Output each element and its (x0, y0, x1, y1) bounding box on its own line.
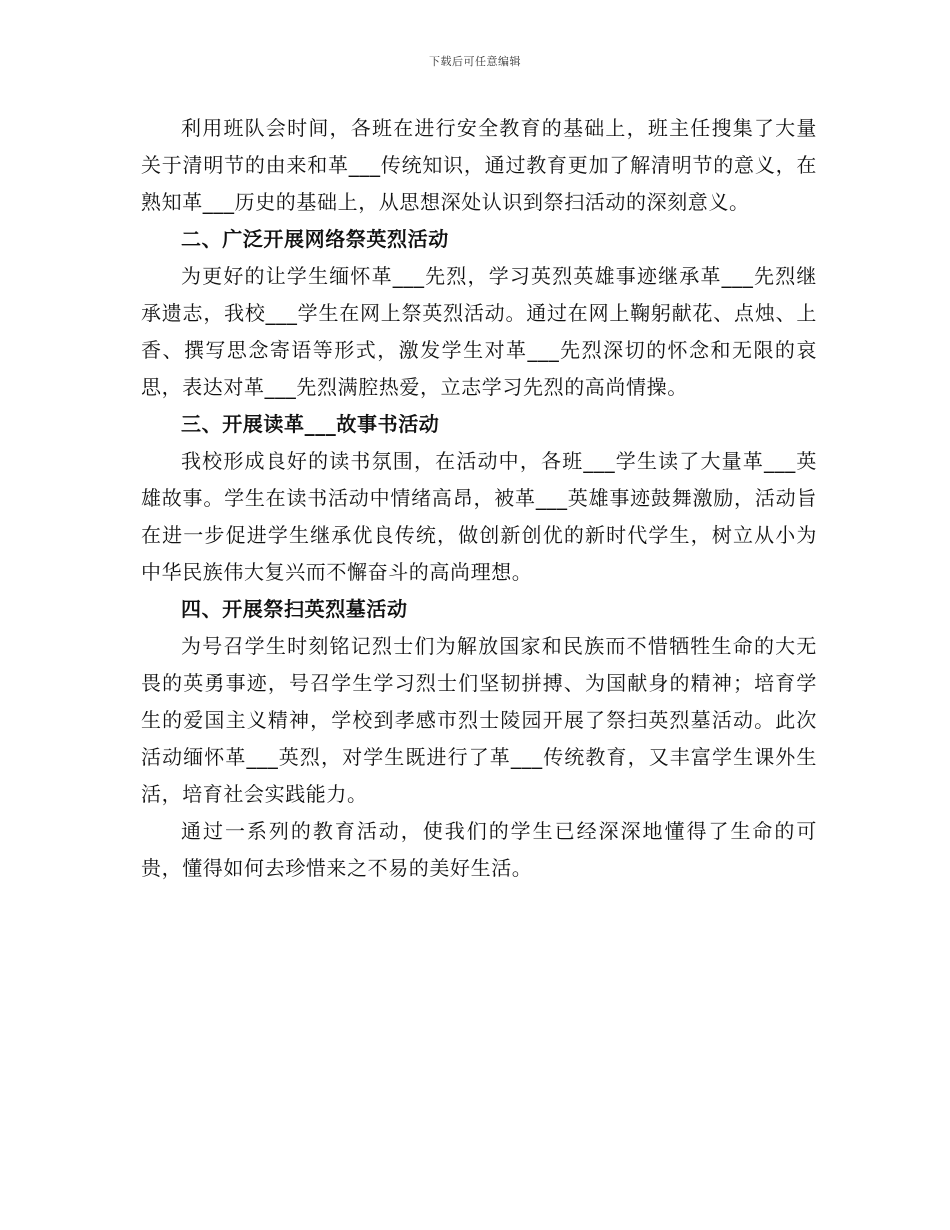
paragraph-safety-education: 利用班队会时间，各班在进行安全教育的基础上，班主任搜集了大量关于清明节的由来和革___传统知识，通过教育更加了解清明节的意义，在熟知革___历史的基础上，从思想深处认识到祭扫活动的深刻意义。 (141, 116, 817, 214)
page-header-note: 下载后可任意编辑 (429, 55, 521, 68)
paragraph-conclusion: 通过一系列的教育活动，使我们的学生已经深深地懂得了生命的可贵，懂得如何去珍惜来之不易的美好生活。 (141, 819, 817, 880)
paragraph-tomb-sweeping: 为号召学生时刻铭记烈士们为解放国家和民族而不惜牺牲生命的大无畏的英勇事迹，号召学生学习烈士们坚韧拼搏、为国献身的精神；培育学生的爱国主义精神，学校到孝感市烈士陵园开展了祭扫英烈墓活动。此次活动缅怀革___英烈，对学生既进行了革___传统教育，又丰富学生课外生活，培育社会实践能力。 (141, 634, 817, 806)
paragraph-online-memorial: 为更好的让学生缅怀革___先烈，学习英烈英雄事迹继承革___先烈继承遗志，我校___学生在网上祭英烈活动。通过在网上鞠躬献花、点烛、上香、撰写思念寄语等形式，激发学生对革___先烈深切的怀念和无限的哀思，表达对革___先烈满腔热爱，立志学习先烈的高尚情操。 (141, 264, 817, 399)
document-body (141, 110, 817, 887)
section-heading-online-memorial: 二、广泛开展网络祭英烈活动 (181, 227, 449, 251)
section-heading-reading-activity: 三、开展读革___故事书活动 (181, 412, 440, 436)
section-heading-tomb-sweeping: 四、开展祭扫英烈墓活动 (181, 597, 408, 621)
paragraph-reading-activity: 我校形成良好的读书氛围，在活动中，各班___学生读了大量革___英雄故事。学生在读书活动中情绪高昂，被革___英雄事迹鼓舞激励，活动旨在进一步促进学生继承优良传统，做创新创优的新时代学生，树立从小为中华民族伟大复兴而不懈奋斗的高尚理想。 (141, 449, 817, 584)
